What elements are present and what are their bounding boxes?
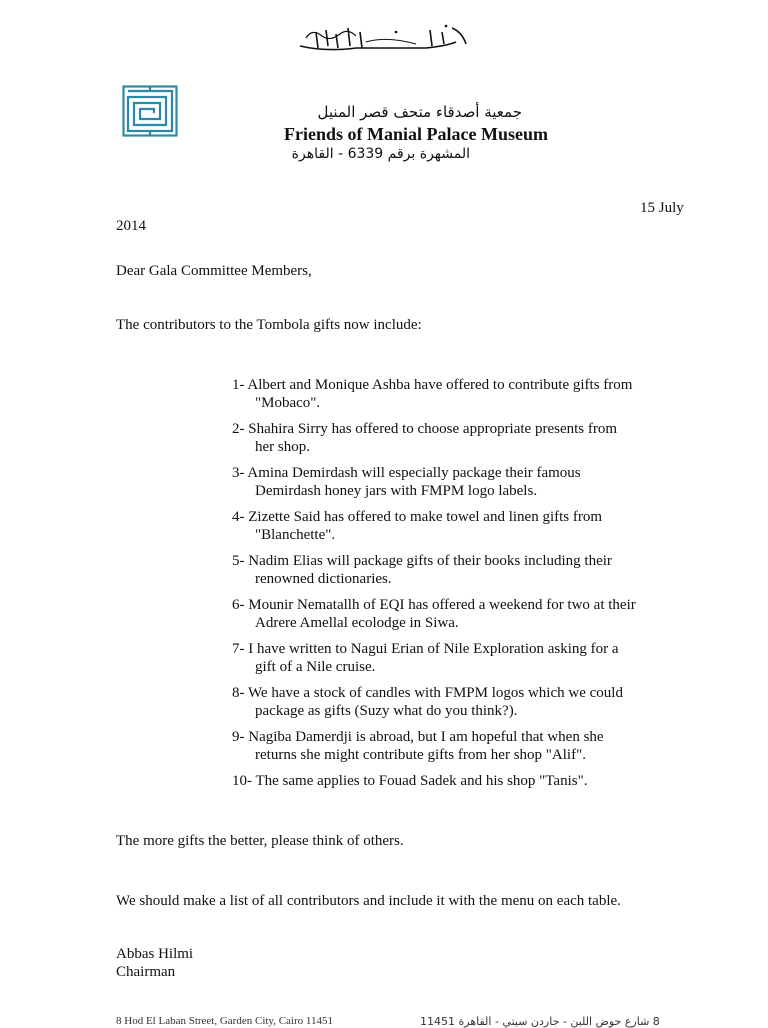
item-text: 9- Nagiba Damerdji is abroad, but I am hopeful that when she [232,729,604,745]
list-item [232,684,672,720]
item-text: 7- I have written to Nagui Erian of Nile Exploration asking for a [232,641,619,657]
list-item [232,376,672,412]
item-text-continued: "Blanchette". [255,527,336,543]
item-text-continued: renowned dictionaries. [255,571,392,587]
item-text-continued: Adrere Amellal ecolodge in Siwa. [255,615,459,631]
item-text-continued: her shop. [255,439,310,455]
item-text-continued: Demirdash honey jars with FMPM logo labels. [255,483,538,499]
item-text: 6- Mounir Nematallh of EQI has offered a weekend for two at their [232,597,636,613]
list-item [232,728,672,764]
item-text: 2- Shahira Sirry has offered to choose appropriate presents from [232,421,618,437]
item-text: 4- Zizette Said has offered to make towel and linen gifts from [232,509,603,525]
intro-paragraph: The contributors to the Tombola gifts now include: [116,317,422,333]
item-text: 8- We have a stock of candles with FMPM logos which we could [232,685,623,701]
organization-name-arabic: جمعية أصدقاء متحف قصر المنيل [317,103,522,121]
item-text-continued: returns she might contribute gifts from her shop "Alif". [255,747,586,763]
salutation: Dear Gala Committee Members, [116,263,312,279]
item-text-continued: package as gifts (Suzy what do you think?). [255,703,518,719]
item-text: 3- Amina Demirdash will especially package their famous [232,465,581,481]
signature-title: Chairman [116,964,176,980]
footer-address-arabic: 8 شارع حوض اللبن - جاردن سيتي - القاهرة 11451 [420,1015,660,1028]
letter-date-day-month: 15 July [640,200,684,216]
item-text: 1- Albert and Monique Ashba have offered to contribute gifts from [232,377,633,393]
list-item [232,772,672,790]
list-item [232,464,672,500]
list-item [232,508,672,544]
list-item [232,420,672,456]
contributors-list [232,376,672,798]
maze-logo-icon [122,85,178,137]
item-text: 5- Nadim Elias will package gifts of their books including their [232,553,612,569]
registration-number-arabic: المشهرة برقم 6339 - القاهرة [291,146,470,162]
basmala-calligraphy [296,22,472,56]
list-item [232,552,672,588]
signature-name: Abbas Hilmi [116,946,194,962]
footer-address-english: 8 Hod El Laban Street, Garden City, Cairo 11451 [116,1015,333,1027]
letter-date-year: 2014 [116,218,146,234]
closing-paragraph-2: We should make a list of all contributors and include it with the menu on each table. [116,893,621,909]
item-text: 10- The same applies to Fouad Sadek and his shop "Tanis". [232,773,588,789]
closing-paragraph-1: The more gifts the better, please think of others. [116,833,404,849]
list-item [232,640,672,676]
item-text-continued: "Mobaco". [255,395,321,411]
item-text-continued: gift of a Nile cruise. [255,659,376,675]
list-item [232,596,672,632]
organization-name-english: Friends of Manial Palace Museum [284,124,548,144]
